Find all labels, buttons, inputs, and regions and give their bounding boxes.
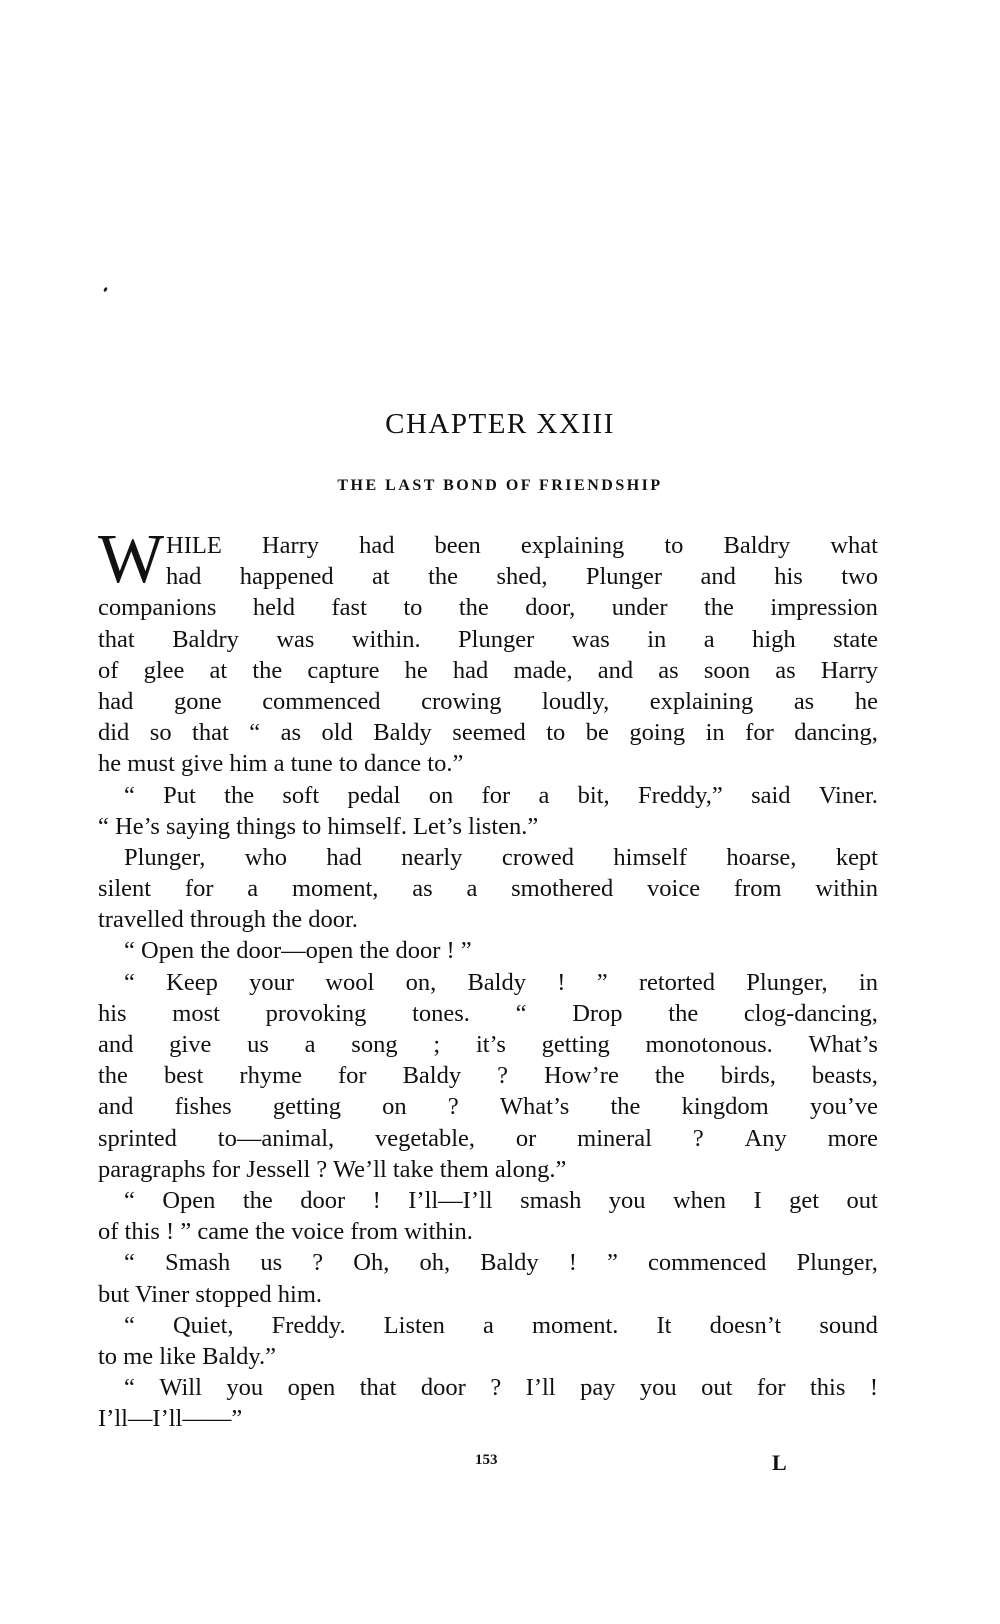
text-line: of this ! ” came the voice from within. [98,1218,473,1246]
text-line: companions held fast to the door, under the impression [98,594,878,622]
text-line: “ Open the door—open the door ! ” [124,937,472,965]
text-line: “ Open the door ! I’ll—I’ll smash you when I get out [124,1186,878,1214]
text-line: had happened at the shed, Plunger and his two [166,563,878,591]
text-line: and give us a song ; it’s getting monotonous. What’s [98,1031,878,1058]
text-line: “ He’s saying things to himself. Let’s listen.” [98,812,539,840]
text-line: sprinted to—animal, vegetable, or mineral ? Any more [98,1124,878,1152]
drop-cap: W [98,521,165,598]
text-line: I’ll—I’ll——” [98,1405,243,1433]
text-line: and fishes getting on ? What’s the kingdom you’ve [98,1093,878,1121]
text-line: had gone commenced crowing loudly, explaining as he [98,687,878,715]
text-line: “ Quiet, Freddy. Listen a moment. It doesn’t sound [124,1311,878,1339]
text-line: Plunger, who had nearly crowed himself hoarse, kept [124,843,878,871]
text-line: silent for a moment, as a smothered voice from within [98,875,878,903]
page-number: 153 [475,1452,498,1468]
text-line: to me like Baldy.” [98,1342,277,1370]
ink-speck [103,287,108,293]
text-line: HILE Harry had been explaining to Baldry what [166,532,878,559]
text-line: “ Will you open that door ? I’ll pay you out for this ! [124,1374,878,1402]
text-line: his most provoking tones. “ Drop the clog-dancing, [98,999,878,1027]
text-line: “ Put the soft pedal on for a bit, Freddy,” said Viner. [124,781,878,809]
text-line: but Viner stopped him. [98,1280,323,1308]
text-line: the best rhyme for Baldy ? How’re the birds, beasts, [98,1062,878,1090]
text-line: of glee at the capture he had made, and as soon as Harry [98,656,878,684]
text-line: that Baldry was within. Plunger was in a high state [98,625,878,653]
text-line: he must give him a tune to dance to.” [98,750,464,778]
text-line: “ Smash us ? Oh, oh, Baldy ! ” commenced Plunger, [124,1249,878,1277]
text-line: “ Keep your wool on, Baldy ! ” retorted Plunger, in [124,968,878,996]
chapter-title: CHAPTER XXIII [385,408,615,440]
chapter-subtitle: THE LAST BOND OF FRIENDSHIP [337,477,663,494]
signature-mark: L [772,1450,787,1475]
text-line: travelled through the door. [98,906,358,934]
text-line: did so that “ as old Baldy seemed to be going in for dancing, [98,719,878,747]
text-line: paragraphs for Jessell ? We’ll take them along.” [98,1155,567,1183]
body-text [98,530,878,1434]
